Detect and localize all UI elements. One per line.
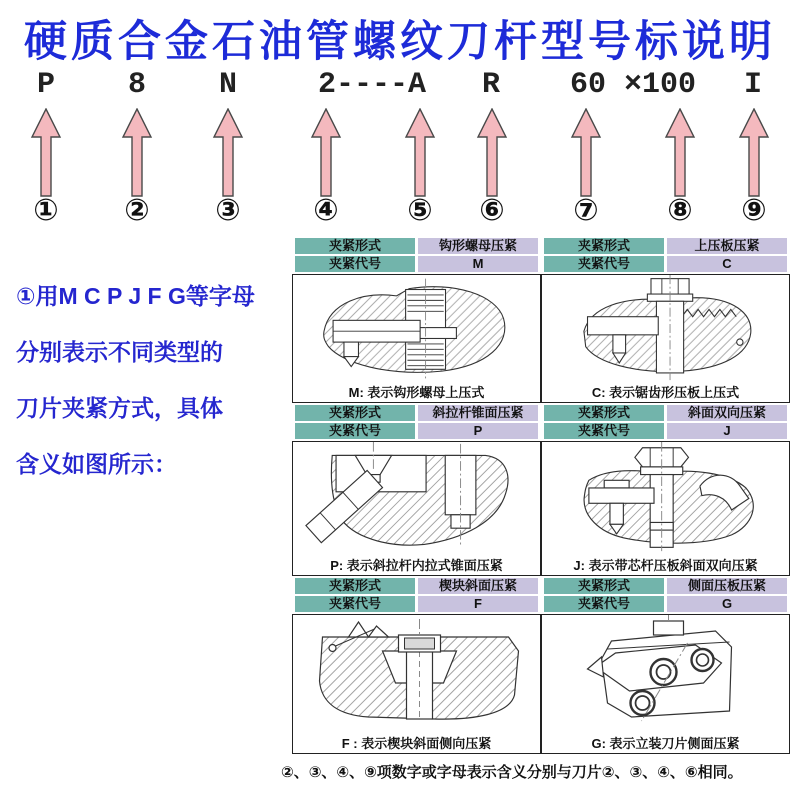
clamp-form-label: 夹紧形式 [544,405,664,421]
clamp-code-value: M [418,256,538,272]
clamp-drawing-box [292,441,541,576]
clamp-form-label: 夹紧形式 [295,405,415,421]
up-arrow-icon [475,108,509,198]
clamp-form-label: 夹紧形式 [544,578,664,594]
clamp-form-label: 夹紧形式 [295,238,415,254]
model-code-segment: R [481,68,501,102]
clamp-code-value: J [667,423,787,439]
up-arrow-icon [663,108,697,198]
clamp-form-label: 夹紧形式 [295,578,415,594]
page-title: 硬质合金石油管螺纹刀杆型号标说明 [24,18,776,66]
clamp-panel-m [292,236,541,403]
clamp-drawing-box [541,614,790,754]
clamp-code-label: 夹紧代号 [544,423,664,439]
up-arrow-icon [403,108,437,198]
model-code-segment: I [743,68,763,102]
technical-drawing-g [542,615,789,733]
clamp-code-value: F [418,596,538,612]
model-code-segment: 2----A [317,68,427,102]
circled-number: ③ [215,193,241,228]
clamp-panel-p [292,403,541,576]
circled-number: ① [33,193,59,228]
footnote: ②、③、④、⑨项数字或字母表示含义分别与刀片②、③、④、⑥相同。 [281,764,743,781]
circled-number-row [0,193,800,227]
up-arrow-icon [29,108,63,198]
clamp-form-value: 上压板压紧 [667,238,787,254]
clamp-panel-f [292,576,541,754]
model-code-segment: 8 [127,68,147,102]
model-code-row [0,68,800,106]
circled-number: ⑥ [479,193,505,228]
clamp-code-label: 夹紧代号 [295,596,415,612]
circled-number: ⑤ [407,193,433,228]
technical-drawing-p [293,442,540,555]
technical-drawing-f [293,615,540,733]
model-code-segment: N [218,68,238,102]
circled-number: ⑧ [667,193,693,228]
clamp-drawing-box [541,441,790,576]
up-arrow-icon [737,108,771,198]
clamp-panel-j [541,403,790,576]
drawing-caption: G: 表示立装刀片侧面压紧 [591,736,740,751]
clamp-drawing-box [292,274,541,403]
clamp-type-grid [292,236,790,754]
circled-number: ④ [313,193,339,228]
circled-number: ② [124,193,150,228]
drawing-caption: C: 表示锯齿形压板上压式 [591,385,740,400]
up-arrow-icon [569,108,603,198]
clamp-code-label: 夹紧代号 [544,256,664,272]
drawing-caption: P: 表示斜拉杆内拉式锥面压紧 [330,558,503,573]
up-arrow-icon [120,108,154,198]
up-arrow-icon [211,108,245,198]
technical-drawing-j [542,442,789,555]
intro-line: 刀片夹紧方式，具体 [16,395,223,421]
clamp-code-value: C [667,256,787,272]
clamp-panel-c [541,236,790,403]
up-arrow-icon [309,108,343,198]
intro-line: 分别表示不同类型的 [16,339,223,365]
intro-line: ①用M C P J F G等字母 [16,283,255,309]
clamp-drawing-box [292,614,541,754]
clamp-code-label: 夹紧代号 [295,256,415,272]
clamp-form-value: 楔块斜面压紧 [418,578,538,594]
clamp-drawing-box [541,274,790,403]
circled-number: ⑨ [741,193,767,228]
drawing-caption: M: 表示钩形螺母上压式 [348,385,485,400]
clamp-form-label: 夹紧形式 [544,238,664,254]
circled-number: ⑦ [573,193,599,228]
clamp-code-label: 夹紧代号 [544,596,664,612]
clamp-form-value: 斜面双向压紧 [667,405,787,421]
drawing-caption: J: 表示带芯杆压板斜面双向压紧 [573,558,758,573]
clamp-code-value: G [667,596,787,612]
clamp-code-value: P [418,423,538,439]
model-code-segment: 60 ×100 [569,68,697,102]
drawing-caption: F : 表示楔块斜面侧向压紧 [341,736,492,751]
clamp-form-value: 斜拉杆锥面压紧 [418,405,538,421]
clamp-form-value: 钩形螺母压紧 [418,238,538,254]
arrow-row [0,108,800,198]
clamp-form-value: 侧面压板压紧 [667,578,787,594]
model-code-segment: P [36,68,56,102]
technical-drawing-m [293,275,540,382]
technical-drawing-c [542,275,789,382]
clamp-code-label: 夹紧代号 [295,423,415,439]
intro-line: 含义如图所示： [16,451,177,477]
clamp-panel-g [541,576,790,754]
intro-paragraph [16,268,290,492]
